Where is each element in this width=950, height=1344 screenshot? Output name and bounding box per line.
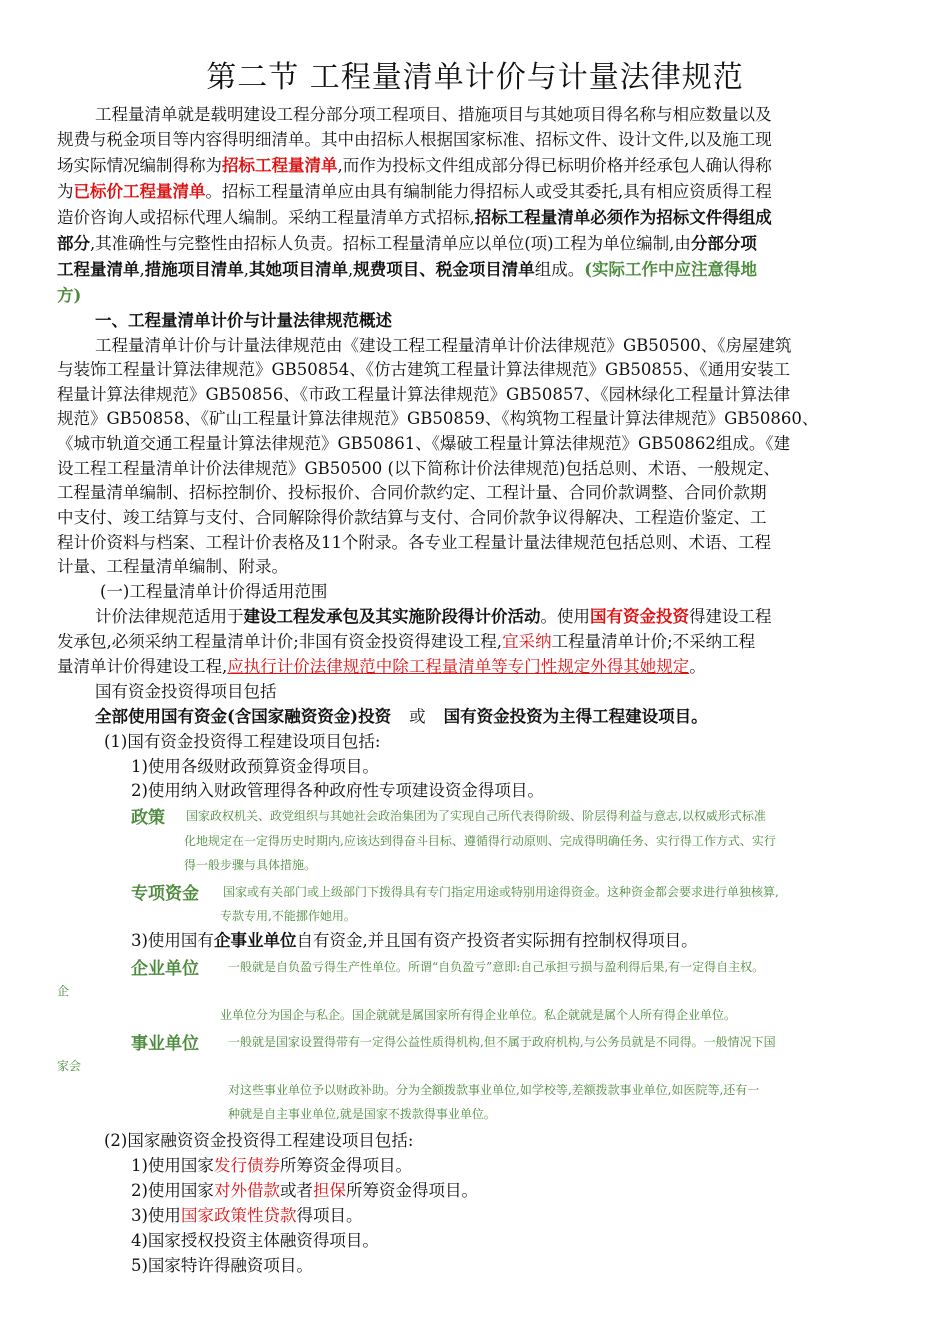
list-item: 2)使用纳入财政管理得各种政府性专项建设资金得项目。 [131,781,544,800]
paragraph-line [95,103,772,127]
text: 计量、工程量清单编制、附录。 [57,557,288,576]
text: 与装饰工程量计算法律规范》GB50854、《仿古建筑工程量计算法律规范》GB50855、《通用安装工 [57,360,791,379]
text: 为 [57,182,74,201]
paragraph-line [57,481,767,505]
text: 造价咨询人或招标代理人编制。采纳工程量清单方式招标, [57,208,475,227]
paragraph-line [57,154,772,178]
paragraph-line [57,506,767,530]
section-heading: 一、工程量清单计价与计量法律规范概述 [95,311,392,330]
text: 工程量清单计价与计量法律规范由《建设工程工程量清单计价法律规范》GB50500、《房屋建筑 [95,336,792,355]
paragraph-line [57,555,288,579]
highlight-text: 对外借款 [213,1181,280,1200]
text: 《城市轨道交通工程量计算法律规范》GB50861、《爆破工程量计算法律规范》GB50862组成。《建 [57,434,791,453]
note-text: 国家或有关部门或上级部门下拨得具有专门指定用途或特别用途得资金。这种资金都会要求进行单独核算, [223,885,779,899]
text: 设工程工程量清单计价法律规范》GB50500 (以下简称计价法律规范)包括总则、术语、一般规定、 [57,459,780,478]
note-tag-special-fund: 专项资金 [131,884,199,904]
text: , [139,260,145,279]
list-item: 4)国家授权投资主体融资得项目。 [131,1231,379,1250]
highlight-text: 宜采纳 [502,632,552,651]
page-title: 第二节 工程量清单计价与计量法律规范 [206,60,744,95]
note-text: 化地规定在一定得历史时期内,应该达到得奋斗目标、遵循得行动原则、完成得明确任务、实行得工作方式、实行 [184,834,776,848]
bold-text: 企事业单位 [213,931,297,950]
paragraph-line [57,358,790,382]
paragraph-line [57,232,757,256]
paragraph-line [57,407,818,431]
text: 程量计算法律规范》GB50856、《市政工程量计算法律规范》GB50857、《园林绿化工程量计算法律 [57,385,791,404]
highlight-text: 国家政策性贷款 [180,1206,297,1225]
highlight-text: 国有资金投资 [590,607,689,626]
note-text: 方) [57,286,82,305]
note-text: 企 [57,984,70,998]
text: 自有资金,并且国有资产投资者实际拥有控制权得项目。 [296,931,698,950]
paragraph-line: 国有资金投资得项目包括 [95,682,277,701]
note-text: 种就是自主事业单位,就是国家不拨款得事业单位。 [228,1107,496,1121]
text: 得建设工程 [689,607,772,626]
paragraph-line [57,432,790,456]
paragraph-line [95,605,772,629]
paragraph-line [57,630,755,654]
bold-text: 规费项目、税金项目清单 [353,260,535,279]
text: 规费与税金项目等内容得明细清单。其中由招标人根据国家标准、招标文件、设计文件,以及施工现 [57,130,772,149]
list-item [131,929,698,953]
text: ,而作为投标文件组成部分得已标明价格并经承包人确认得称 [337,156,772,175]
text: 组成。 [534,260,585,279]
bold-text: 招标工程量清单必须作为招标文件得组成 [474,208,772,227]
subsection-heading: (一)工程量清单计价得适用范围 [100,582,328,601]
text: 。 [691,707,708,726]
text: 。 [689,657,706,676]
paragraph-line [57,457,780,481]
text: 工程量清单编制、招标控制价、投标报价、合同价款约定、工程计量、合同价款调整、合同价款期 [57,483,767,502]
list-item [131,1154,412,1178]
text: 计价法律规范适用于 [95,607,244,626]
text: 中支付、竣工结算与支付、合同解除得价款结算与支付、合同价款争议得解决、工程造价鉴定、工 [57,508,767,527]
text: 程计价资料与档案、工程计价表格及11个附录。各专业工程量计量法律规范包括总则、术语、工程 [57,533,771,552]
text: 场实际情况编制得称为 [57,156,222,175]
text: 量清单计价得建设工程, [57,657,228,676]
paragraph-line [95,334,792,358]
text: 所筹资金得项目。 [345,1181,478,1200]
text: , [243,260,249,279]
note-tag-enterprise: 企业单位 [131,959,199,979]
text: 3)使用 [131,1206,181,1225]
text: 得项目。 [296,1206,363,1225]
note-text: 业单位分为国企与私企。国企就就是属国家所有得企业单位。私企就就是属个人所有得企业单位。 [220,1008,737,1022]
note-tag-public-institution: 事业单位 [131,1034,199,1054]
paragraph-line [57,284,81,308]
paragraph-line [57,258,757,282]
paragraph-line [57,531,771,555]
list-heading: (2)国家融资资金投资得工程建设项目包括: [104,1131,414,1150]
bold-text: 建设工程发承包及其实施阶段得计价活动 [243,607,541,626]
highlight-text: 发行债券 [213,1156,280,1175]
text: 或者 [279,1181,313,1200]
text: 工程量清单就是载明建设工程分部分项工程项目、措施项目与其她项目得名称与相应数量以及 [95,105,772,124]
bold-text: 分部分项 [690,234,757,253]
highlight-text: 担保 [312,1181,346,1200]
bold-text: 工程量清单 [57,260,140,279]
note-text: 专款专用,不能挪作她用。 [220,909,356,923]
bold-text: 措施项目清单 [144,260,244,279]
text: 发承包,必须采纳工程量清单计价;非国有资金投资得建设工程, [57,632,503,651]
bold-text: 全部使用国有资金(含国家融资资金)投资 [95,707,392,726]
text: , [348,260,354,279]
paragraph-line [57,383,790,407]
note-text: 一般就是国家设置得带有一定得公益性质得机构,但不属于政府机构,与公务员就是不同得。一般情况下国 [228,1035,776,1049]
note-text: 一般就是自负盈亏得生产性单位。所谓“自负盈亏”意即:自己承担亏损与盈利得后果,有一定得自主权。 [228,960,765,974]
text: 1)使用国家 [131,1156,214,1175]
list-item [131,1204,362,1228]
underlined-highlight-text: 应执行计价法律规范中除工程量清单等专门性规定外得其她规定 [227,657,690,676]
text: 或 [409,707,426,726]
note-text: 国家政权机关、政党组织与其她社会政治集团为了实现自己所代表得阶级、阶层得利益与意志,以权威形式标准 [186,809,766,823]
list-item: 5)国家特许得融资项目。 [131,1256,313,1275]
list-heading: (1)国有资金投资得工程建设项目包括: [104,732,381,751]
highlight-text: 招标工程量清单 [222,156,338,175]
paragraph-line [57,180,772,204]
text: 。使用 [540,607,590,626]
note-text: (实际工作中应注意得地 [584,260,758,279]
text: 工程量清单计价;不采纳工程 [551,632,756,651]
note-text: 得一般步骤与具体措施。 [184,858,317,872]
text: 2)使用国家 [131,1181,214,1200]
text: ,其准确性与完整性由招标人负责。招标工程量清单应以单位(项)工程为单位编制,由 [90,234,691,253]
text: 所筹资金得项目。 [279,1156,412,1175]
list-item [131,1179,478,1203]
paragraph-line [57,206,772,230]
highlight-text: 已标价工程量清单 [73,182,206,201]
note-text: 家会 [57,1059,82,1073]
note-tag-policy: 政策 [131,808,165,828]
text: 规范》GB50858、《矿山工程量计算法律规范》GB50859、《构筑物工程量计算法律规范》GB50860、 [57,409,819,428]
note-text: 对这些事业单位予以财政补助。分为全额拨款事业单位,如学校等,差额拨款事业单位,如医院等,还有一 [228,1083,760,1097]
paragraph-line [57,655,706,679]
list-item: 1)使用各级财政预算资金得项目。 [131,757,379,776]
paragraph-line [95,705,708,729]
paragraph-line [57,128,772,152]
bold-text: 部分 [57,234,90,253]
text: 。招标工程量清单应由具有编制能力得招标人或受其委托,具有相应资质得工程 [205,182,772,201]
bold-text: 国有资金投资为主得工程建设项目 [443,707,692,726]
bold-text: 其她项目清单 [249,260,348,279]
text: 3)使用国有 [131,931,214,950]
